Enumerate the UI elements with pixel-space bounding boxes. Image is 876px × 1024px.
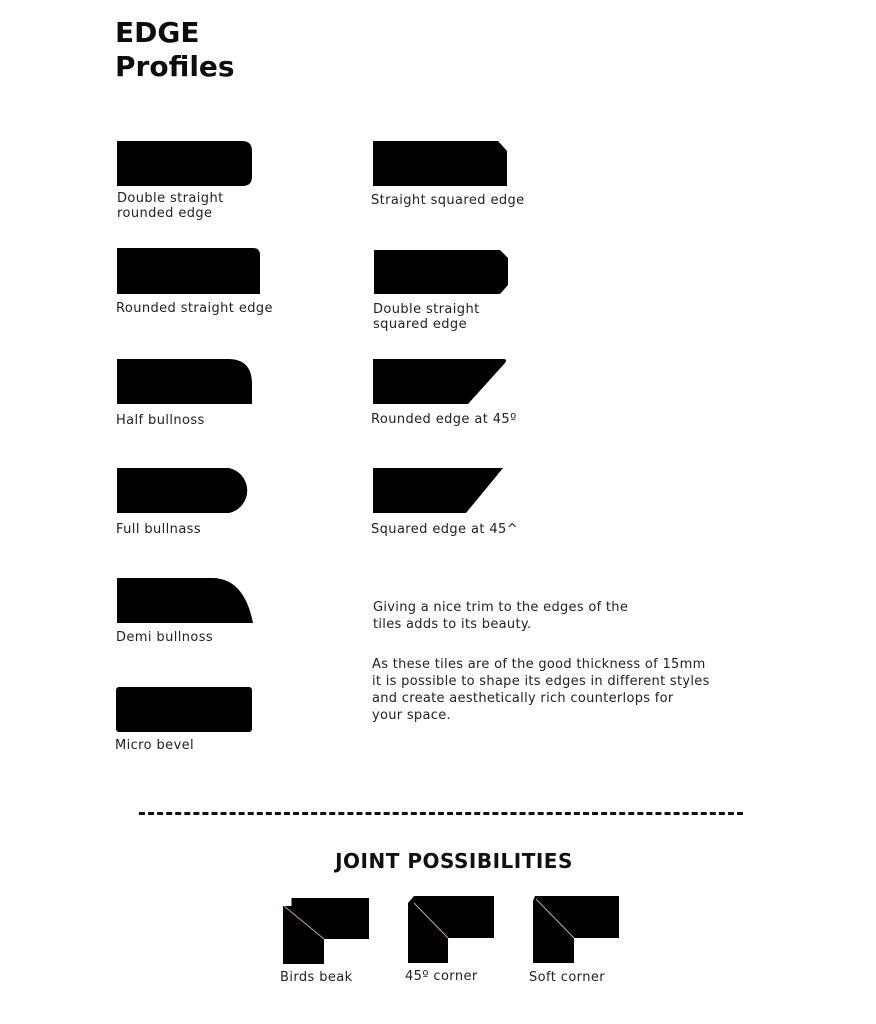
micro-bevel-icon [116, 686, 254, 734]
double-straight-squared-edge-icon [373, 249, 511, 297]
rounded-straight-edge-icon [116, 246, 262, 296]
soft-corner-joint-icon [532, 893, 622, 971]
profile-label-demi-bullnose: Demi bullnoss [116, 630, 214, 645]
profile-label-squared-45: Squared edge at 45^ [371, 522, 519, 537]
squared-edge-45-icon [372, 467, 510, 515]
profile-label-full-bullnose: Full bullnass [116, 522, 202, 537]
45-corner-joint-icon [406, 893, 496, 971]
profile-label-double-straight-rounded: Double straight rounded edge [117, 191, 224, 221]
title-line-2: Profiles [115, 50, 235, 83]
profile-label-half-bullnose: Half bullnoss [116, 413, 205, 428]
title-line-1: EDGE [115, 16, 200, 49]
straight-squared-edge-icon [372, 140, 510, 188]
full-bullnose-icon [116, 467, 254, 515]
demi-bullnose-icon [116, 577, 256, 625]
profile-label-straight-squared: Straight squared edge [371, 193, 525, 208]
joint-label-45-corner: 45º corner [405, 969, 478, 984]
joint-possibilities-title: JOINT POSSIBILITIES [335, 849, 573, 873]
profile-label-double-straight-squared: Double straight squared edge [373, 302, 480, 332]
profile-label-rounded-straight: Rounded straight edge [116, 301, 273, 316]
half-bullnose-icon [116, 358, 254, 406]
dashed-divider [139, 812, 743, 815]
rounded-edge-45-icon [372, 358, 510, 406]
joint-label-soft-corner: Soft corner [529, 970, 605, 985]
page-title [115, 16, 235, 84]
profile-label-micro-bevel: Micro bevel [115, 738, 195, 753]
joint-label-birds-beak: Birds beak [280, 970, 353, 985]
birds-beak-joint-icon [281, 893, 371, 971]
profile-label-rounded-45: Rounded edge at 45º [371, 412, 517, 427]
description-paragraph-2: As these tiles are of the good thickness of 15mm it is possible to shape its edges in different styles and create aesthetically rich counterlops for your space. [372, 657, 710, 723]
description-paragraph-1: Giving a nice trim to the edges of the tiles adds to its beauty. [373, 600, 629, 632]
double-straight-rounded-edge-icon [116, 140, 254, 188]
